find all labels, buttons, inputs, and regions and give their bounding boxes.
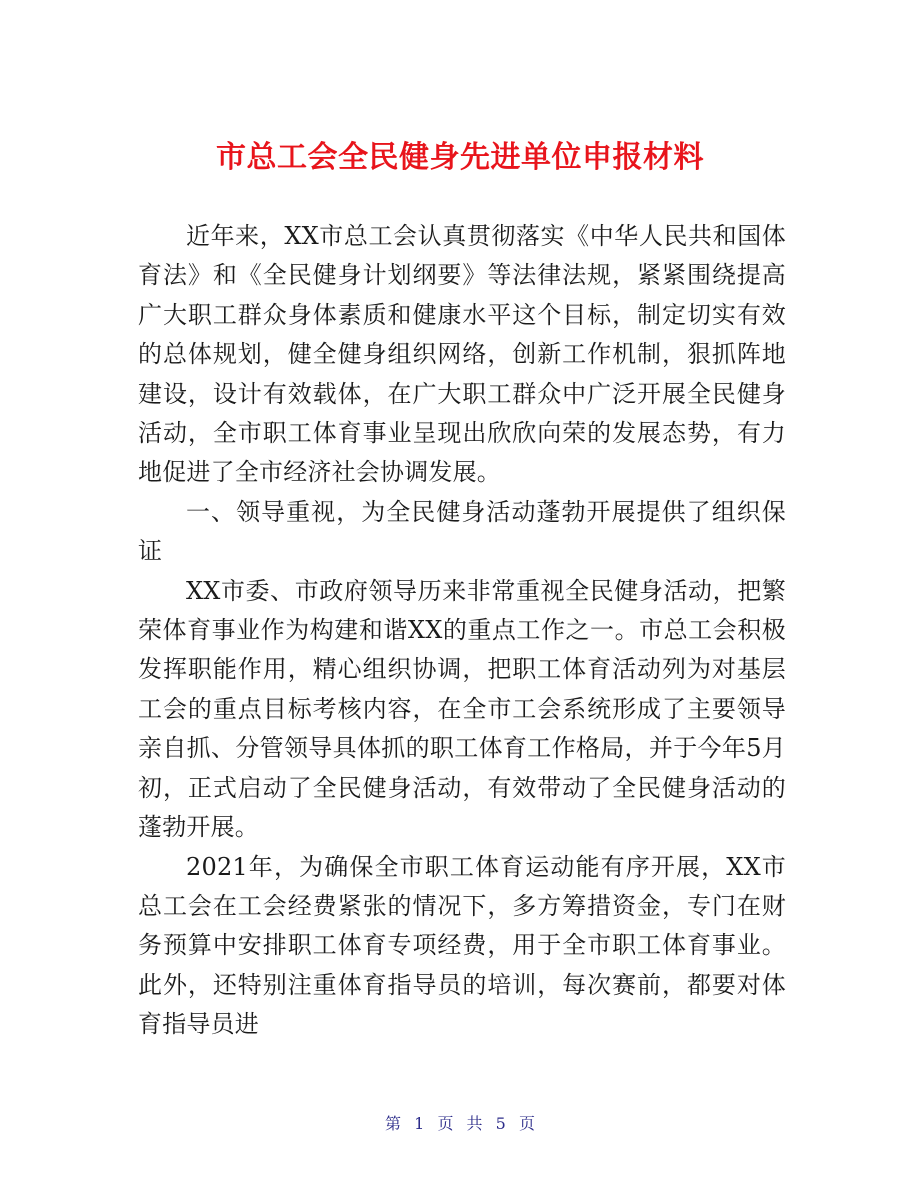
footer-label-page: 第 (385, 1114, 402, 1133)
paragraph-funding: 2021年，为确保全市职工体育运动能有序开展，XX市总工会在工会经费紧张的情况下，多方筹措资金，专门在财务预算中安排职工体育专项经费，用于全市职工体育事业。此外，还特别注重体育指导员的培训，每次赛前，都要对体育指导员进 (138, 852, 786, 1039)
paragraph-intro: 近年来，XX市总工会认真贯彻落实《中华人民共和国体育法》和《全民健身计划纲要》等法律法规，紧紧围绕提高广大职工群众身体素质和健康水平这个目标，制定切实有效的总体规划，健全健身组织网络，创新工作机制，狠抓阵地建设，设计有效载体，在广大职工群众中广泛开展全民健身活动，全市职工体育事业呈现出欣欣向荣的发展态势，有力地促进了全市经济社会协调发展。 (138, 222, 786, 487)
document-body (138, 217, 786, 1045)
footer-current-page: 1 (414, 1114, 425, 1133)
footer-total-pages: 5 (495, 1114, 506, 1133)
section-heading-1: 一、领导重视，为全民健身活动蓬勃开展提供了组织保证 (138, 497, 786, 566)
footer-label-total: 共 (466, 1114, 483, 1133)
footer-label-unit: 页 (437, 1114, 454, 1133)
page-footer (0, 1113, 920, 1135)
paragraph-leadership: XX市委、市政府领导历来非常重视全民健身活动，把繁荣体育事业作为构建和谐XX的重点工作之一。市总工会积极发挥职能作用，精心组织协调，把职工体育活动列为对基层工会的重点目标考核内容，在全市工会系统形成了主要领导亲自抓、分管领导具体抓的职工体育工作格局，并于今年5月初，正式启动了全民健身活动，有效带动了全民健身活动的蓬勃开展。 (138, 576, 786, 842)
footer-label-unit-end: 页 (518, 1114, 535, 1133)
document-title: 市总工会全民健身先进单位申报材料 (216, 140, 704, 176)
